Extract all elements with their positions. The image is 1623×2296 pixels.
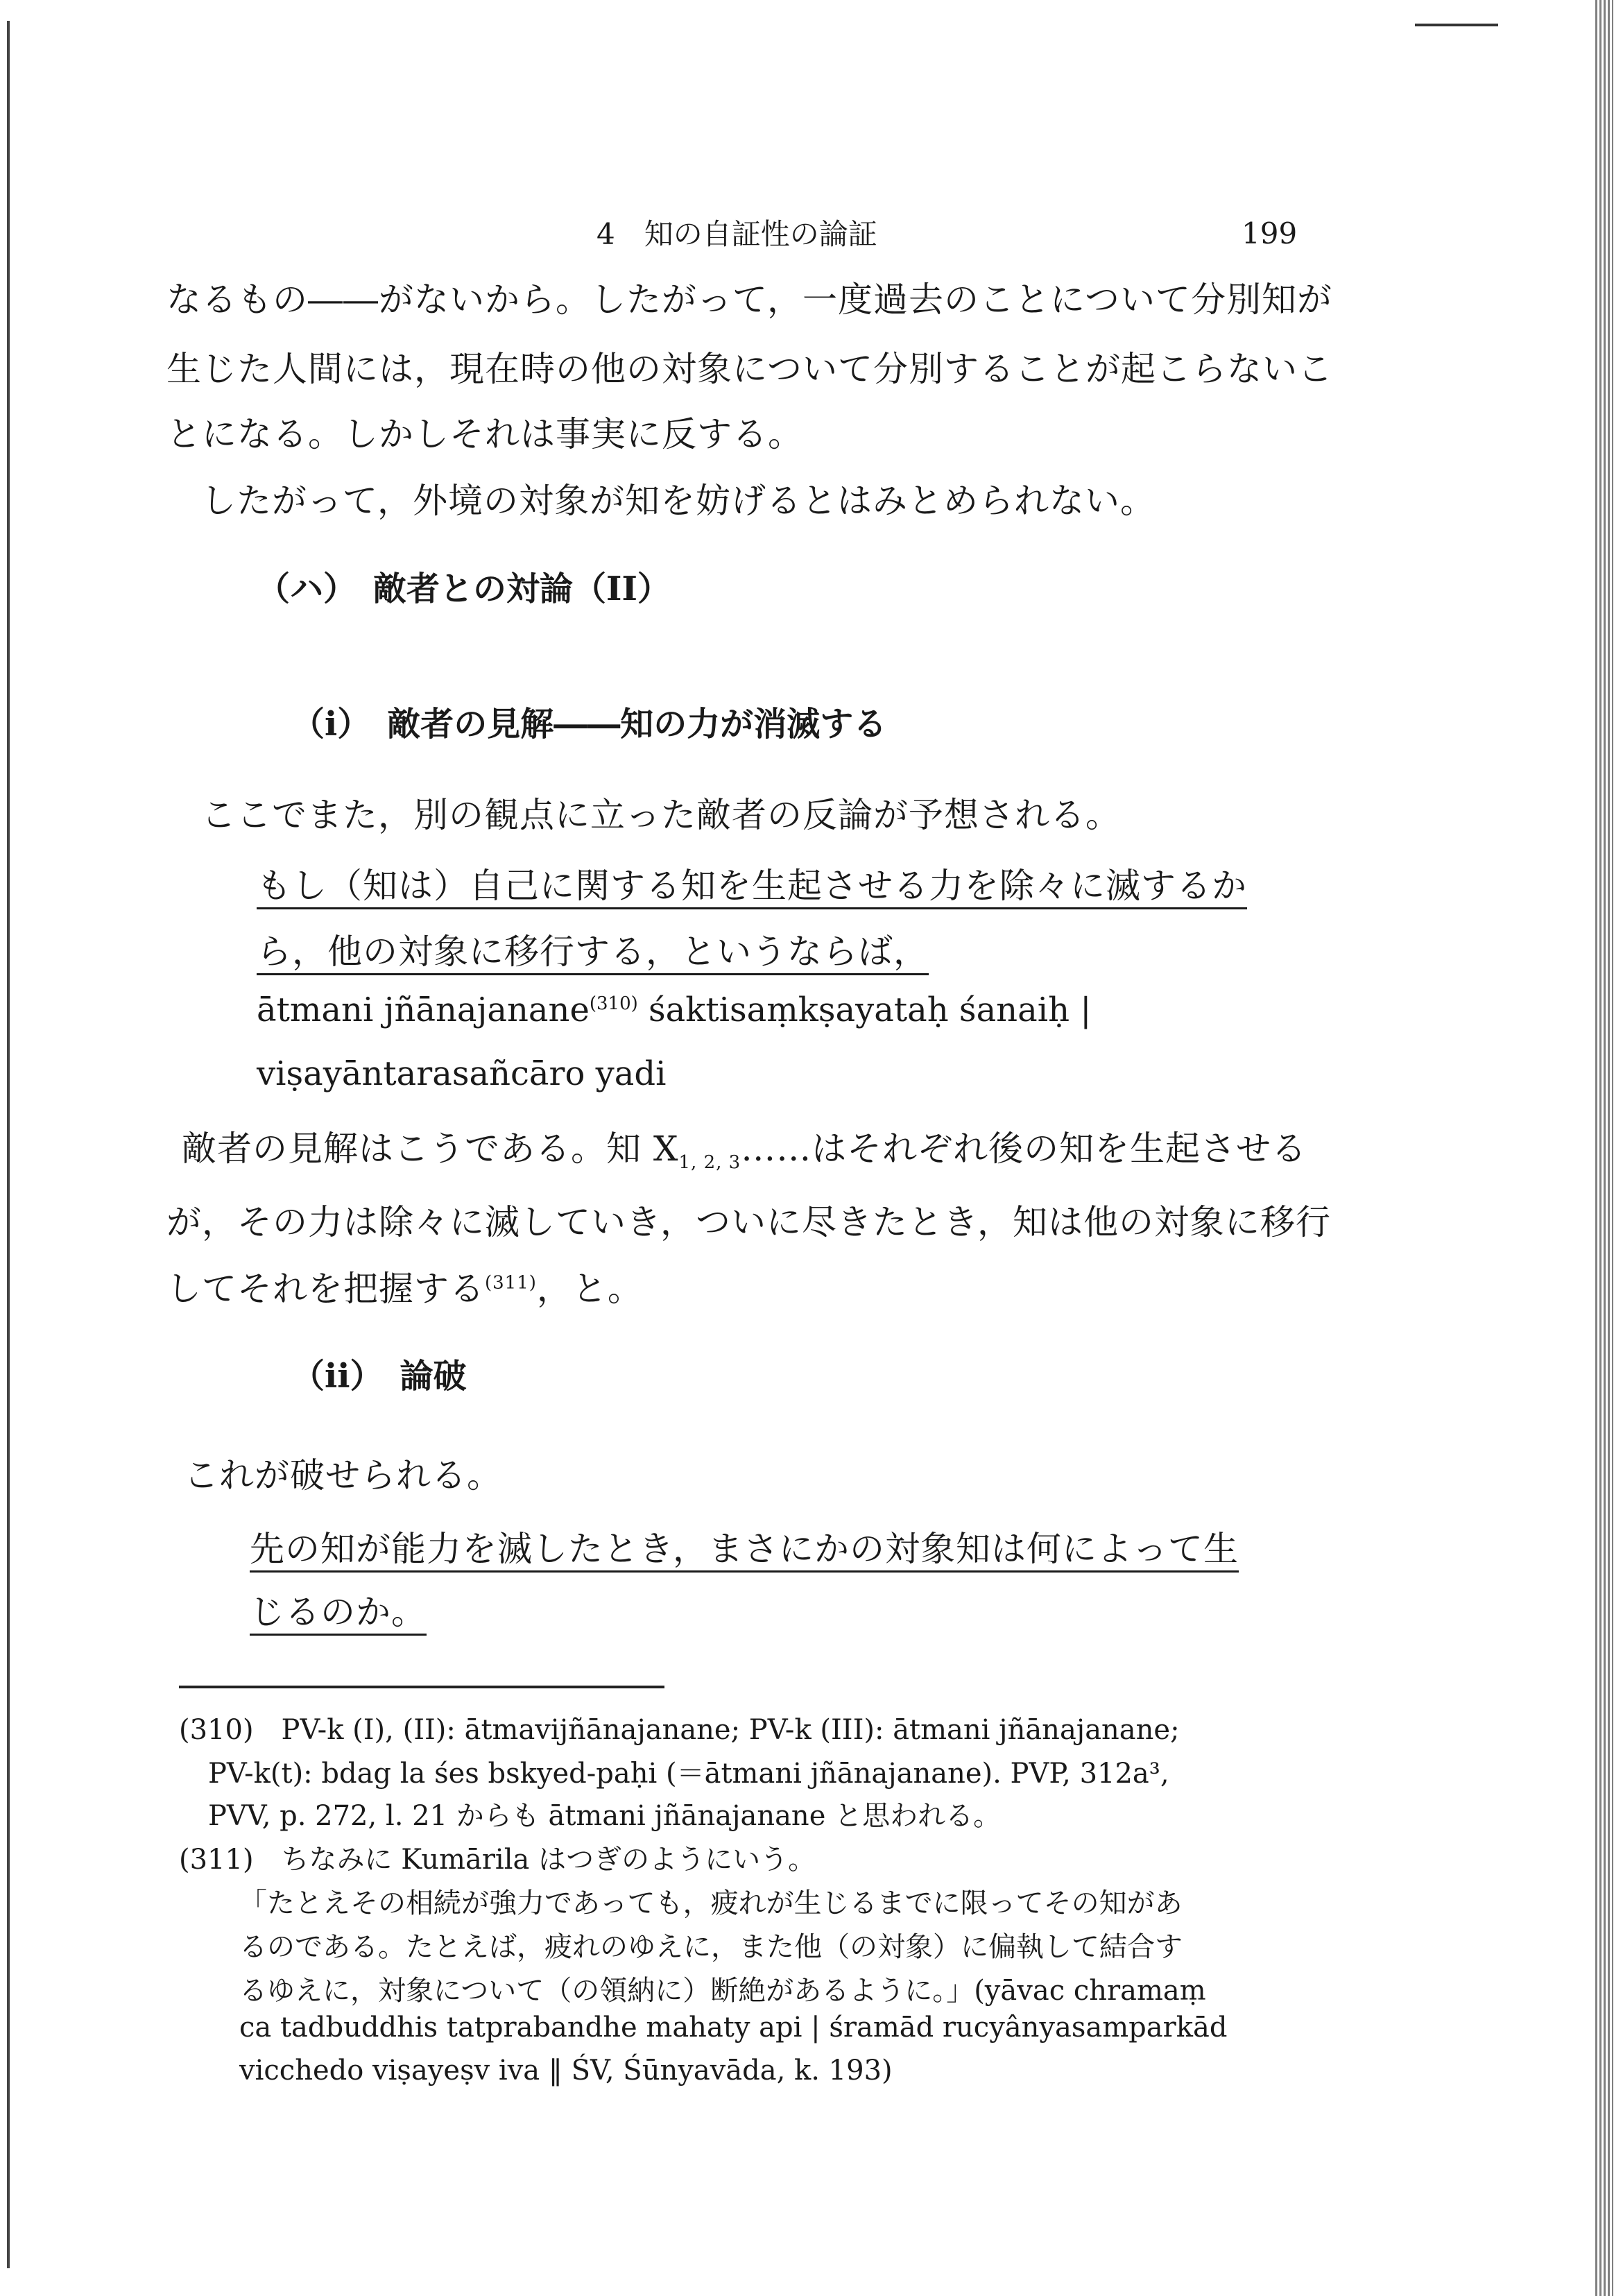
page-right-edge [1595, 0, 1613, 2296]
page-left-edge [7, 21, 10, 2268]
body-line: なるもの――がないから。したがって，一度過去のことについて分別知が [166, 280, 1332, 320]
body-text: してそれを把握する [166, 1269, 485, 1309]
sanskrit-text: ātmani jñānajanane [257, 991, 590, 1029]
sanskrit-line: viṣayāntarasañcāro yadi [257, 1054, 667, 1093]
body-text: ……はそれぞれ後の知を生起させる [741, 1129, 1307, 1169]
body-line: 生じた人間には，現在時の他の対象について分別することが起こらないこ [166, 349, 1333, 389]
body-line: これが破せられる。 [184, 1455, 502, 1496]
page-number: 199 [1242, 216, 1298, 250]
running-head: 4 知の自証性の論証 [596, 217, 877, 251]
footnote-ref: (311) [485, 1272, 537, 1294]
footnote-line: るのである。たとえば，疲れのゆえに，また他（の対象）に偏執して結合す [239, 1931, 1183, 1963]
footnote-line: るゆえに，対象について（の領納に）断絶があるように。」(yāvac chramaṃ [239, 1975, 1206, 2007]
footnote-ref: (310) [589, 993, 638, 1014]
footnote-line: PV-k(t): bdag la śes bskyed-paḥi (＝ātmani jñānajanane). PVP, 312a³, [208, 1758, 1169, 1790]
sanskrit-text: śaktisaṃkṣayataḥ śanaiḥ | [637, 991, 1092, 1029]
body-line [182, 1121, 1307, 1173]
footnote-line: 「たとえその相続が強力であっても，疲れが生じるまでに限ってその知があ [239, 1887, 1183, 1919]
footnote-line: (310) PV-k (I), (II): ātmavijñānajanane; PV-k (III): ātmani jñānajanane; [179, 1714, 1180, 1746]
body-line [166, 1261, 643, 1311]
scan-mark [1415, 24, 1498, 26]
verse-line: じるのか。 [250, 1592, 427, 1632]
body-text: ，と。 [536, 1269, 643, 1309]
body-line: したがって，外境の対象が知を妨げるとはみとめられない。 [201, 481, 1156, 521]
sanskrit-line [257, 991, 1091, 1029]
verse-line: 先の知が能力を滅したとき，まさにかの対象知は何によって生 [250, 1529, 1239, 1569]
body-line: ここでまた，別の観点に立った敵者の反論が予想される。 [201, 795, 1121, 835]
footnote-line: ca tadbuddhis tatprabandhe mahaty api | śramād rucyânyasamparkād [239, 2012, 1228, 2044]
subsection-heading: （ii） 論破 [291, 1357, 467, 1396]
verse-line: もし（知は）自己に関する知を生起させる力を除々に滅するか [257, 866, 1247, 906]
body-text: 敵者の見解はこうである。知 X [182, 1129, 679, 1169]
body-line: が，その力は除々に滅していき，ついに尽きたとき，知は他の対象に移行 [166, 1202, 1331, 1242]
footnote-line: vicchedo viṣayeṣv iva ‖ ŚV, Śūnyavāda, k. 193) [239, 2055, 893, 2087]
subsection-heading: （i） 敵者の見解――知の力が消滅する [291, 705, 887, 744]
section-heading: （ハ） 敵者との対論（II） [257, 569, 671, 608]
subscript: 1, 2, 3 [678, 1152, 741, 1173]
footnote-rule [179, 1686, 664, 1688]
footnote-line: PVV, p. 272, l. 21 からも ātmani jñānajanane と思われる。 [208, 1800, 1002, 1832]
body-line: とになる。しかしそれは事実に反する。 [166, 414, 803, 454]
footnote-line: (311) ちなみに Kumārila はつぎのようにいう。 [179, 1844, 816, 1876]
verse-line: ら，他の対象に移行する，というならば， [257, 932, 929, 972]
